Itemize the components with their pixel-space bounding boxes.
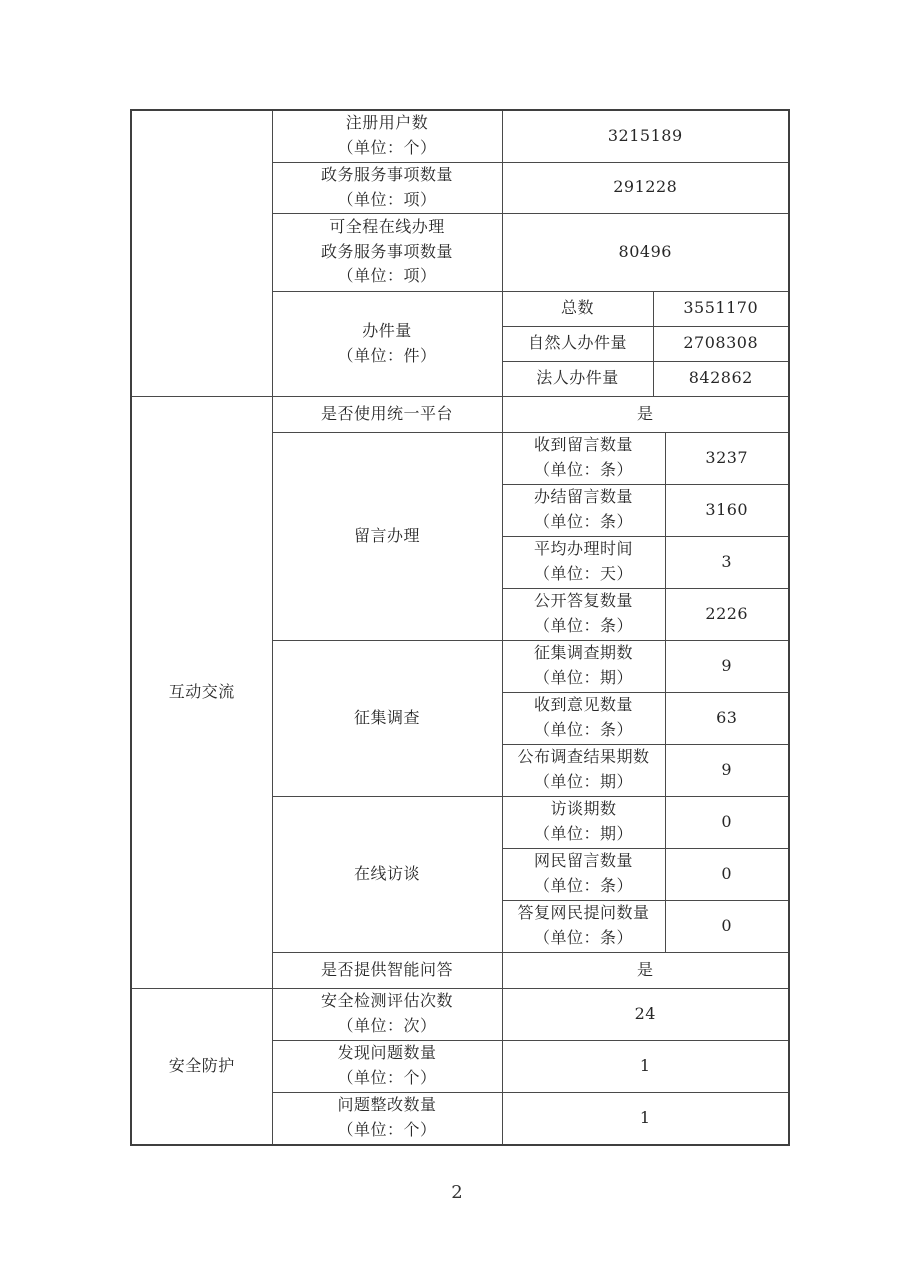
unit-text: （单位：条） — [533, 876, 633, 895]
cell-value-total: 3551170 — [653, 291, 789, 326]
cell-value-service-items: 291228 — [502, 162, 789, 213]
cell-sublabel-avg-handling-time — [502, 536, 665, 588]
cell-label-service-items — [272, 162, 502, 213]
label-text: 平均办理时间 — [533, 539, 633, 559]
group-cell-empty — [131, 110, 272, 396]
unit-text: （单位：条） — [533, 460, 633, 479]
unit-text: （单位：期） — [533, 772, 633, 791]
unit-text: （单位：项） — [337, 266, 437, 286]
unit-text: （单位：条） — [533, 720, 633, 739]
cell-sublabel-natural-person: 自然人办件量 — [502, 326, 653, 361]
label-text: 公开答复数量 — [533, 591, 633, 611]
cell-value-problems-found: 1 — [502, 1040, 789, 1092]
cell-sublabel-survey-periods — [502, 640, 665, 692]
report-table-container — [130, 109, 790, 1146]
label-text: 网民留言数量 — [533, 851, 633, 871]
label-text: 办结留言数量 — [533, 487, 633, 507]
cell-label-online-service-items — [272, 213, 502, 291]
cell-label-security-assessments — [272, 988, 502, 1040]
label-text-line2: 政务服务事项数量 — [320, 241, 453, 261]
page-number: 2 — [451, 1182, 463, 1203]
unit-text: （单位：个） — [337, 1068, 437, 1087]
cell-value-security-assessments: 24 — [502, 988, 789, 1040]
unit-text: （单位：天） — [533, 564, 633, 583]
cell-sublabel-public-replies — [502, 588, 665, 640]
cell-label-problems-found — [272, 1040, 502, 1092]
unit-text: （单位：个） — [337, 1120, 437, 1140]
cell-label-case-volume — [272, 291, 502, 396]
label-text: 发现问题数量 — [337, 1043, 437, 1063]
cell-label-smart-qa: 是否提供智能问答 — [272, 952, 502, 988]
cell-label-message-handling: 留言办理 — [272, 432, 502, 640]
cell-value-questions-answered: 0 — [665, 900, 789, 952]
label-text: 访谈期数 — [550, 799, 617, 819]
unit-text: （单位：条） — [533, 616, 633, 635]
group-cell-interaction: 互动交流 — [131, 396, 272, 988]
table-row — [131, 396, 789, 432]
unit-text: （单位：个） — [337, 138, 437, 158]
cell-value-opinions-received: 63 — [665, 692, 789, 744]
cell-value-online-service-items: 80496 — [502, 213, 789, 291]
table-row — [131, 110, 789, 162]
cell-value-netizen-messages: 0 — [665, 848, 789, 900]
unit-text: （单位：项） — [337, 189, 437, 209]
cell-value-registered-users: 3215189 — [502, 110, 789, 162]
cell-value-legal-person: 842862 — [653, 361, 789, 396]
label-text: 问题整改数量 — [337, 1095, 437, 1115]
cell-value-interview-periods: 0 — [665, 796, 789, 848]
cell-label-problems-fixed — [272, 1092, 502, 1145]
cell-value-problems-fixed: 1 — [502, 1092, 789, 1145]
cell-value-smart-qa: 是 — [502, 952, 789, 988]
cell-sublabel-results-published — [502, 744, 665, 796]
label-text: 收到留言数量 — [533, 435, 633, 455]
cell-sublabel-total: 总数 — [502, 291, 653, 326]
cell-value-avg-handling-time: 3 — [665, 536, 789, 588]
cell-value-natural-person: 2708308 — [653, 326, 789, 361]
label-text: 注册用户数 — [345, 113, 429, 133]
cell-sublabel-questions-answered — [502, 900, 665, 952]
unit-text: （单位：件） — [337, 345, 437, 365]
cell-sublabel-legal-person: 法人办件量 — [502, 361, 653, 396]
label-text: 可全程在线办理 — [329, 216, 445, 236]
group-cell-security: 安全防护 — [131, 988, 272, 1145]
cell-value-survey-periods: 9 — [665, 640, 789, 692]
unit-text: （单位：条） — [533, 928, 633, 947]
label-text: 答复网民提问数量 — [517, 903, 650, 923]
cell-sublabel-messages-received — [502, 432, 665, 484]
unit-text: （单位：期） — [533, 668, 633, 687]
unit-text: （单位：次） — [337, 1016, 437, 1035]
government-website-report-table — [130, 109, 790, 1146]
table-row — [131, 988, 789, 1040]
label-text: 收到意见数量 — [533, 695, 633, 715]
cell-label-registered-users — [272, 110, 502, 162]
cell-sublabel-netizen-messages — [502, 848, 665, 900]
cell-value-public-replies: 2226 — [665, 588, 789, 640]
label-text: 办件量 — [362, 320, 412, 340]
cell-sublabel-opinions-received — [502, 692, 665, 744]
cell-value-messages-resolved: 3160 — [665, 484, 789, 536]
label-text: 公布调查结果期数 — [517, 747, 650, 767]
label-text: 安全检测评估次数 — [320, 991, 453, 1011]
label-text: 政务服务事项数量 — [320, 164, 453, 184]
unit-text: （单位：条） — [533, 512, 633, 531]
unit-text: （单位：期） — [533, 824, 633, 843]
cell-label-unified-platform: 是否使用统一平台 — [272, 396, 502, 432]
cell-label-survey: 征集调查 — [272, 640, 502, 796]
cell-value-unified-platform: 是 — [502, 396, 789, 432]
cell-sublabel-interview-periods — [502, 796, 665, 848]
cell-label-online-interview: 在线访谈 — [272, 796, 502, 952]
cell-sublabel-messages-resolved — [502, 484, 665, 536]
cell-value-messages-received: 3237 — [665, 432, 789, 484]
cell-value-results-published: 9 — [665, 744, 789, 796]
label-text: 征集调查期数 — [533, 643, 633, 663]
